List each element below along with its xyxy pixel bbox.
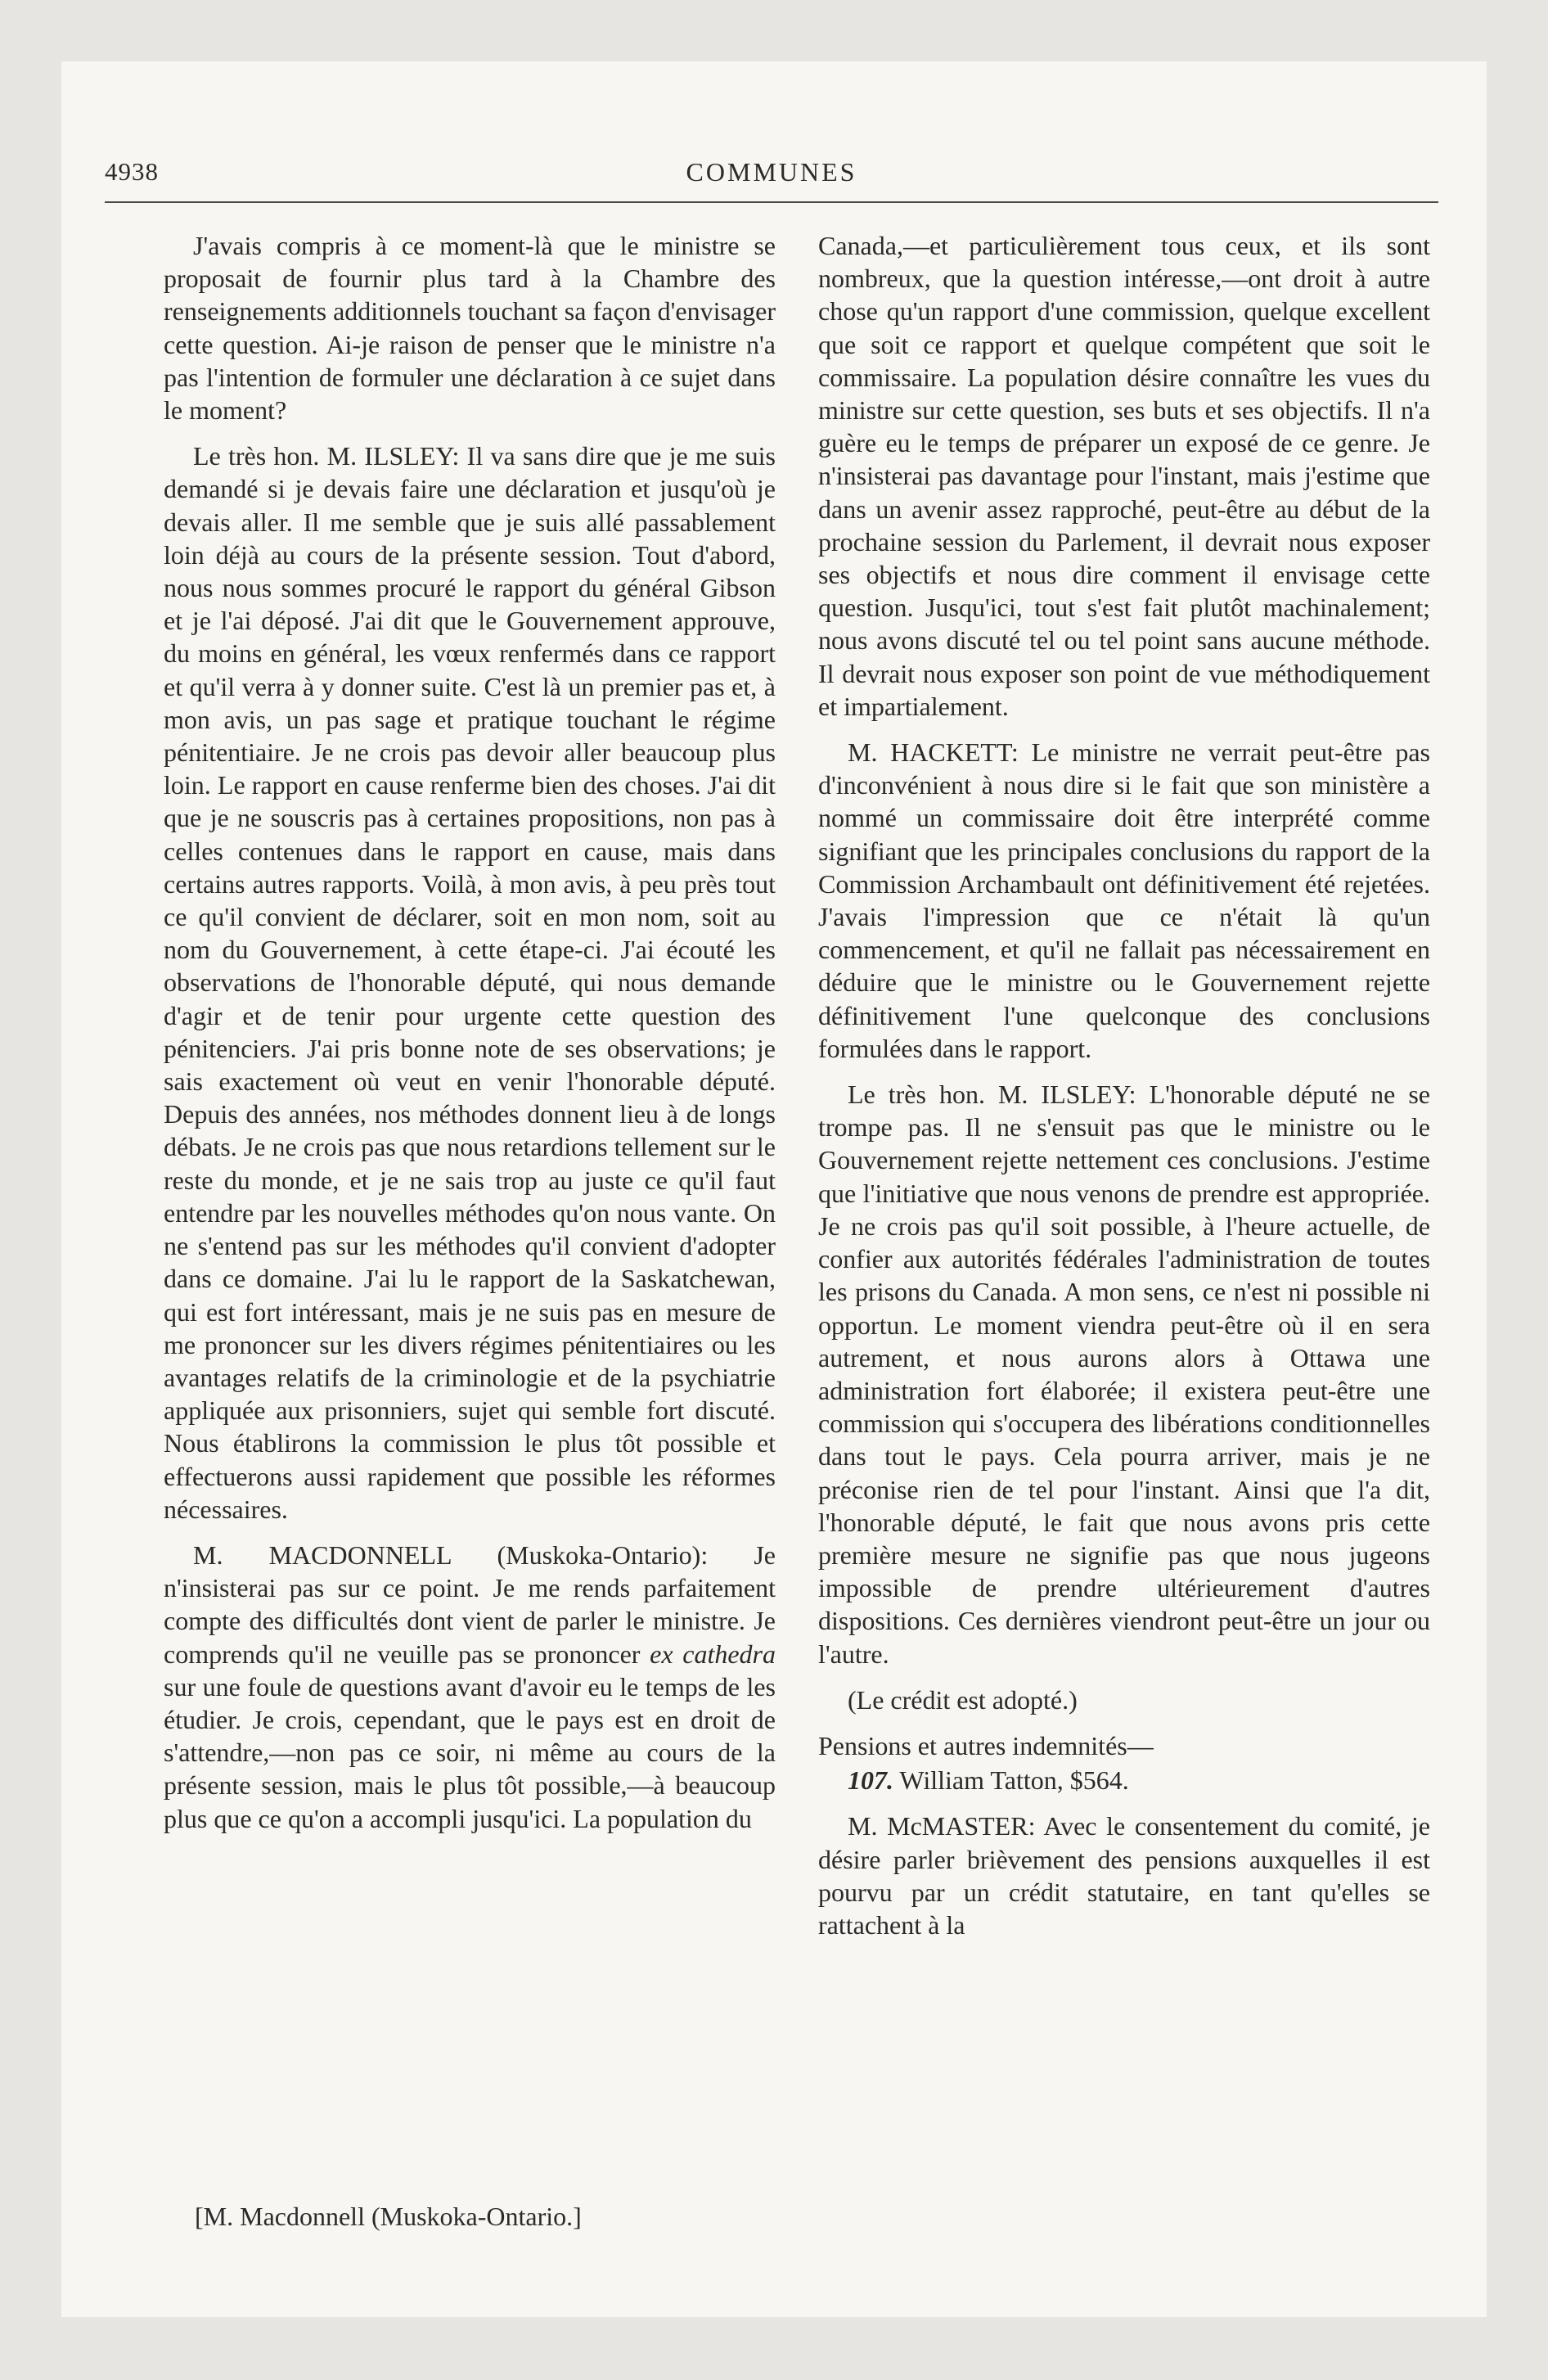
vote-item-number: 107. bbox=[848, 1765, 893, 1796]
right-column bbox=[818, 229, 1430, 1954]
speaker-name: M. McMASTER: bbox=[848, 1811, 1036, 1841]
vote-item-text: William Tatton, $564. bbox=[893, 1765, 1129, 1796]
paragraph bbox=[818, 736, 1430, 1065]
running-head: COMMUNES bbox=[686, 157, 857, 187]
paragraph bbox=[818, 229, 1430, 723]
italic-phrase: ex cathedra bbox=[650, 1639, 776, 1669]
vote-item-title: Pensions et autres indemnités— bbox=[818, 1730, 1154, 1760]
speaker-name: M. MACDONNELL (Muskoka-Ontario): bbox=[193, 1539, 709, 1570]
paragraph-text: Le ministre ne verrait peut-être pas d'inconvénient à nous dire si le fait que son ministère a nommé un commissaire doit être interprété comme signifiant que les principales conclusions du rapport de la Commission Archambault ont définitivement été rejetées. J'avais l'impression que ce n'était là qu'un commencement, et qu'il ne fallait pas nécessairement en déduire que le ministre ou le Gouvernement rejette définitivement l'une quelconque des conclusions formulées dans le rapport. bbox=[818, 737, 1430, 1063]
paragraph-text: Canada,—et particulièrement tous ceux, et ils sont nombreux, que la question intéresse,—ont droit à autre chose qu'un rapport d'une commission, quelque excellent que soit ce rapport et quelque compétent que soit le commissaire. La population désire connaître les vues du ministre sur cette question, ses buts et ses objectifs. Il n'a guère eu le temps de préparer un exposé de ce genre. Je n'insisterai pas davantage pour l'instant, mais j'estime que dans un avenir assez rapproché, peut-être au début de la prochaine session du Parlement, il devrait nous exposer ses objectifs et nous dire comment il envisage cette question. Jusqu'ici, tout s'est fait plutôt machinalement; nous avons discuté tel ou tel point sans aucune méthode. Il devrait nous exposer son point de vue méthodiquement et impartialement. bbox=[818, 231, 1430, 721]
left-column bbox=[164, 229, 776, 1848]
paragraph-text: sur une foule de questions avant d'avoir eu le temps de les étudier. Je crois, cependant, que le pays est en droit de s'attendre,—non pas ce soir, ni même au cours de la présente session, mais le plus tôt possible,—à beaucoup plus que ce qu'on a accompli jusqu'ici. La population du bbox=[164, 1671, 776, 1833]
paragraph-text: Avec le consentement du comité, je désire parler brièvement des pensions auxquelles il est pourvu par un crédit statutaire, en tant qu'elles se rattachent à la bbox=[818, 1811, 1431, 1940]
page-number: 4938 bbox=[105, 157, 159, 186]
paragraph bbox=[818, 1810, 1430, 1941]
vote-item bbox=[818, 1764, 1430, 1796]
footer-reference: [M. Macdonnell (Muskoka-Ontario.] bbox=[195, 2202, 582, 2231]
page-header bbox=[105, 156, 1438, 203]
paragraph bbox=[818, 1078, 1430, 1670]
paragraph bbox=[164, 1539, 776, 1835]
speaker-name: M. HACKETT: bbox=[848, 737, 1019, 768]
paragraph-text: L'honorable député ne se trompe pas. Il ne s'ensuit pas que le ministre ou le Gouvernement rejette nettement ces conclusions. J'estime que l'initiative que nous venons de prendre est appropriée. Je ne crois pas qu'il soit possible, à l'heure actuelle, de confier aux autorités fédérales l'administration de toutes les prisons du Canada. A mon sens, ce n'est ni possible ni opportun. Le moment viendra peut-être où il en sera autrement, et nous aurons alors à Ottawa une administration fort élaborée; il existera peut-être une commission qui s'occupera des libérations conditionnelles dans tout le pays. Cela pourra arriver, mais je ne préconise rien de tel pour l'instant. Ainsi que l'a dit, l'honorable député, le fait que nous avons pris cette première mesure ne signifie pas que nous jugeons impossible de prendre ultérieurement d'autres dispositions. Ces dernières viendront peut-être un jour ou l'autre. bbox=[818, 1080, 1431, 1669]
paragraph bbox=[164, 439, 776, 1526]
speaker-name: Le très hon. M. ILSLEY: bbox=[193, 441, 460, 471]
paragraph bbox=[164, 229, 776, 426]
speaker-name: Le très hon. M. ILSLEY: bbox=[848, 1080, 1136, 1110]
paragraph-text: Je n'insisterai pas sur ce point. Je me rends parfaitement compte des difficultés dont vient de parler le ministre. Je comprends qu'il ne veuille pas se prononcer bbox=[164, 1539, 776, 1669]
paragraph-text: J'avais compris à ce moment-là que le ministre se proposait de fournir plus tard à la Chambre des renseignements additionnels touchant sa façon d'envisager cette question. Ai-je raison de penser que le ministre n'a pas l'intention de formuler une déclaration à ce sujet dans le moment? bbox=[164, 231, 776, 426]
adoption-note: (Le crédit est adopté.) bbox=[848, 1684, 1078, 1715]
paragraph-text: Il va sans dire que je me suis demandé si je devais faire une déclaration et jusqu'où je devais aller. Il me semble que je suis allé passablement loin déjà au cours de la présente session. Tout d'abord, nous nous sommes procuré le rapport du général Gibson et je l'ai déposé. J'ai dit que le Gouvernement approuve, du moins en général, les vœux renfermés dans ce rapport et qu'il verra à y donner suite. C'est là un premier pas et, à mon avis, un pas sage et pratique touchant le régime pénitentiaire. Je ne crois pas devoir aller beaucoup plus loin. Le rapport en cause renferme bien des choses. J'ai dit que je ne souscris pas à certaines propositions, non pas à celles contenues dans le rapport en cause, mais dans certains autres rapports. Voilà, à mon avis, à peu près tout ce qu'il convient de déclarer, soit en mon nom, soit au nom du Gouvernement, à cette étape-ci. J'ai écouté les observations de l'honorable député, qui nous demande d'agir et de tenir pour urgente cette question des pénitenciers. J'ai pris bonne note de ses observations; je sais exactement où veut en venir l'honorable député. Depuis des années, nos méthodes donnent lieu à de longs débats. Je ne crois pas que nous retardions tellement sur le reste du monde, et je ne sais trop au juste ce qu'il faut entendre par les nouvelles méthodes qu'on nous vante. On ne s'entend pas sur les méthodes qu'il convient d'adopter dans ce domaine. J'ai lu le rapport de la Saskatchewan, qui est fort intéressant, mais je ne suis pas en mesure de me prononcer sur les divers régimes pénitentiaires ou les avantages relatifs de la criminologie et de la psychiatrie appliquée aux prisonniers, sujet qui semble fort discuté. Nous établirons la commission le plus tôt possible et effectuerons aussi rapidement que possible les réformes nécessaires. bbox=[164, 441, 776, 1524]
